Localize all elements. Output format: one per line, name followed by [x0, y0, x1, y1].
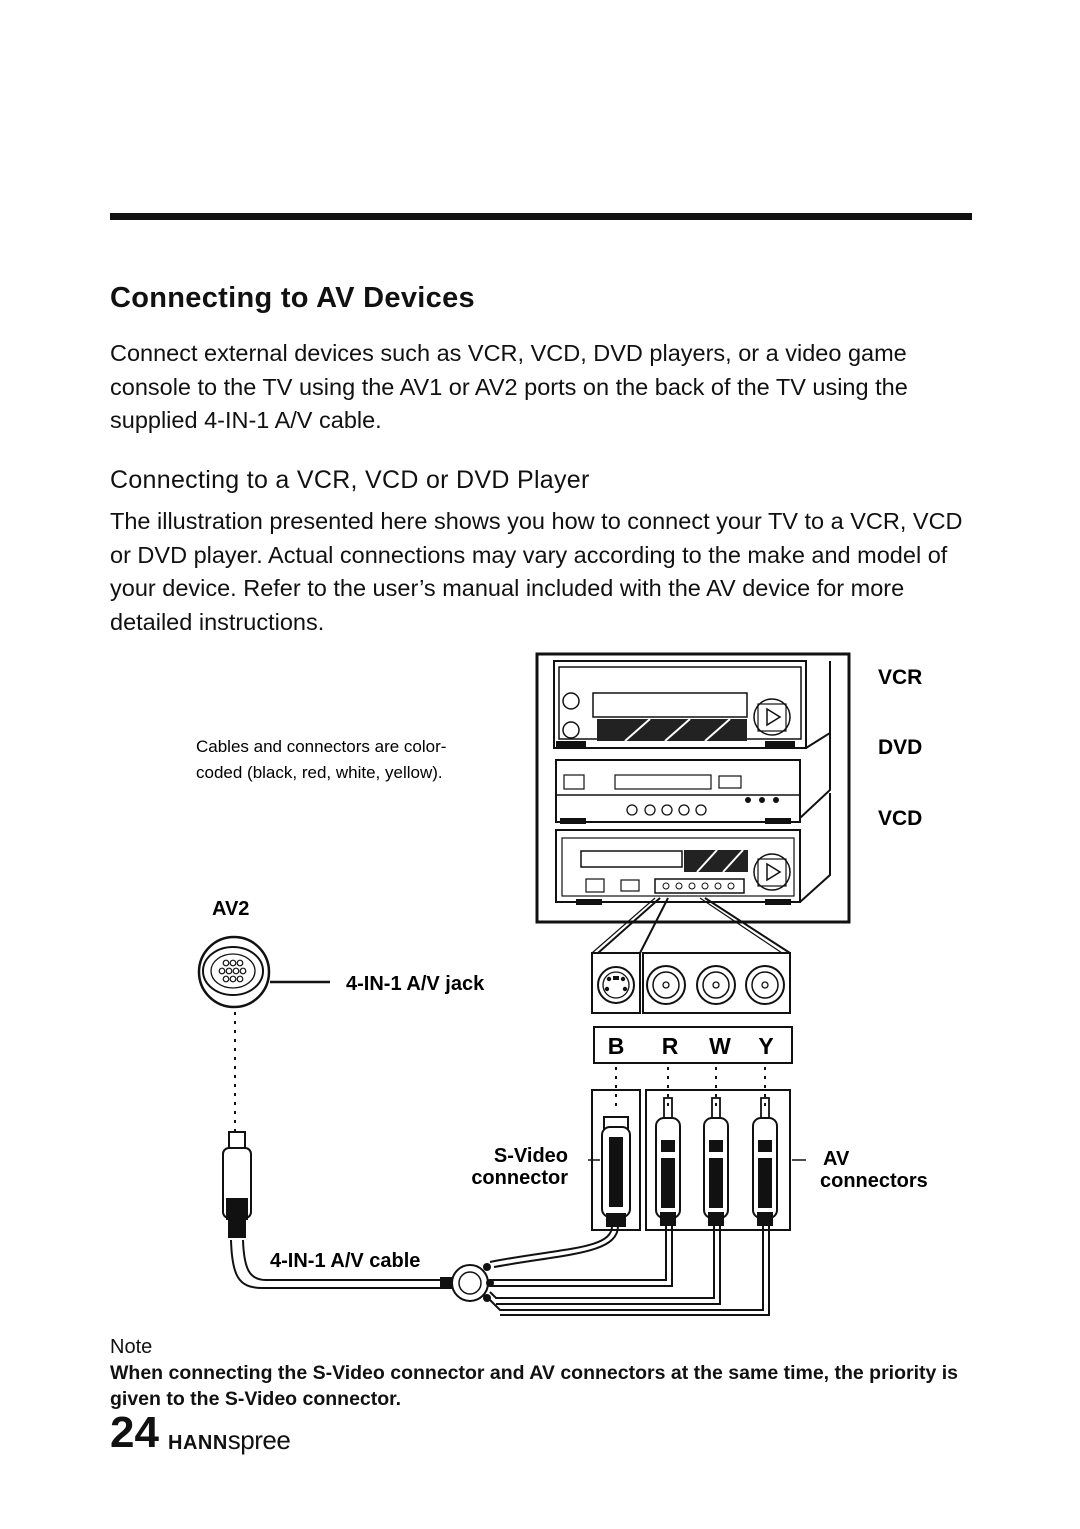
alignment-guides	[235, 1012, 765, 1132]
connection-funnel	[598, 898, 790, 953]
cable-note-line2: coded (black, red, white, yellow).	[196, 763, 443, 782]
vcr-label: VCR	[878, 666, 923, 689]
color-code-yellow: Y	[758, 1033, 774, 1059]
rca-plug-white	[704, 1098, 728, 1226]
brand-logo	[168, 1425, 290, 1456]
av-label-line1: AV	[823, 1148, 850, 1170]
svideo-plug	[602, 1117, 630, 1227]
note-body: When connecting the S-Video connector and AV connectors at the same time, the priority is given to the S-Video connector.	[110, 1362, 959, 1410]
page-heading: Connecting to AV Devices	[110, 282, 475, 314]
svideo-label-line1: S-Video	[493, 1145, 568, 1167]
section-subheading: Connecting to a VCR, VCD or DVD Player	[110, 466, 590, 494]
jack-label: 4-IN-1 A/V jack	[346, 973, 485, 995]
vcr-device	[554, 661, 830, 748]
av2-cable-plug	[223, 1132, 251, 1238]
av2-label: AV2	[212, 898, 250, 920]
rca-plug-red	[656, 1098, 680, 1226]
rca-plug-yellow	[753, 1098, 777, 1226]
cable-splitter	[440, 1263, 494, 1302]
color-code-black: B	[607, 1033, 625, 1059]
note-title: Note	[110, 1336, 153, 1358]
dvd-label: DVD	[878, 736, 923, 759]
av-label-line2: connectors	[820, 1170, 928, 1192]
cable-note-line1: Cables and connectors are color-	[196, 737, 447, 756]
cable-label: 4-IN-1 A/V cable	[270, 1250, 421, 1272]
brand-logo-bold: HANN	[168, 1432, 228, 1454]
intro-paragraph: Connect external devices such as VCR, VCD, DVD players, or a video game console to the TV using the AV1 or AV2 ports on the back of the TV using the supplied 4-IN-1 A/V cable.	[110, 340, 908, 433]
device-jack-panel	[592, 953, 790, 1013]
color-code-white: W	[709, 1033, 731, 1059]
color-code-red: R	[661, 1033, 679, 1059]
av2-jack-icon	[199, 937, 269, 1007]
page-number: 24	[110, 1408, 159, 1457]
vcd-label: VCD	[878, 807, 923, 830]
description-paragraph: The illustration presented here shows you how to connect your TV to a VCR, VCD or DVD player. Actual connections may vary according to the make and model of your device. Refer to the user’s manual included with the AV device for more detailed instructions.	[110, 508, 963, 635]
svideo-label-line2: connector	[471, 1167, 568, 1189]
brand-logo-light: spree	[227, 1425, 291, 1455]
